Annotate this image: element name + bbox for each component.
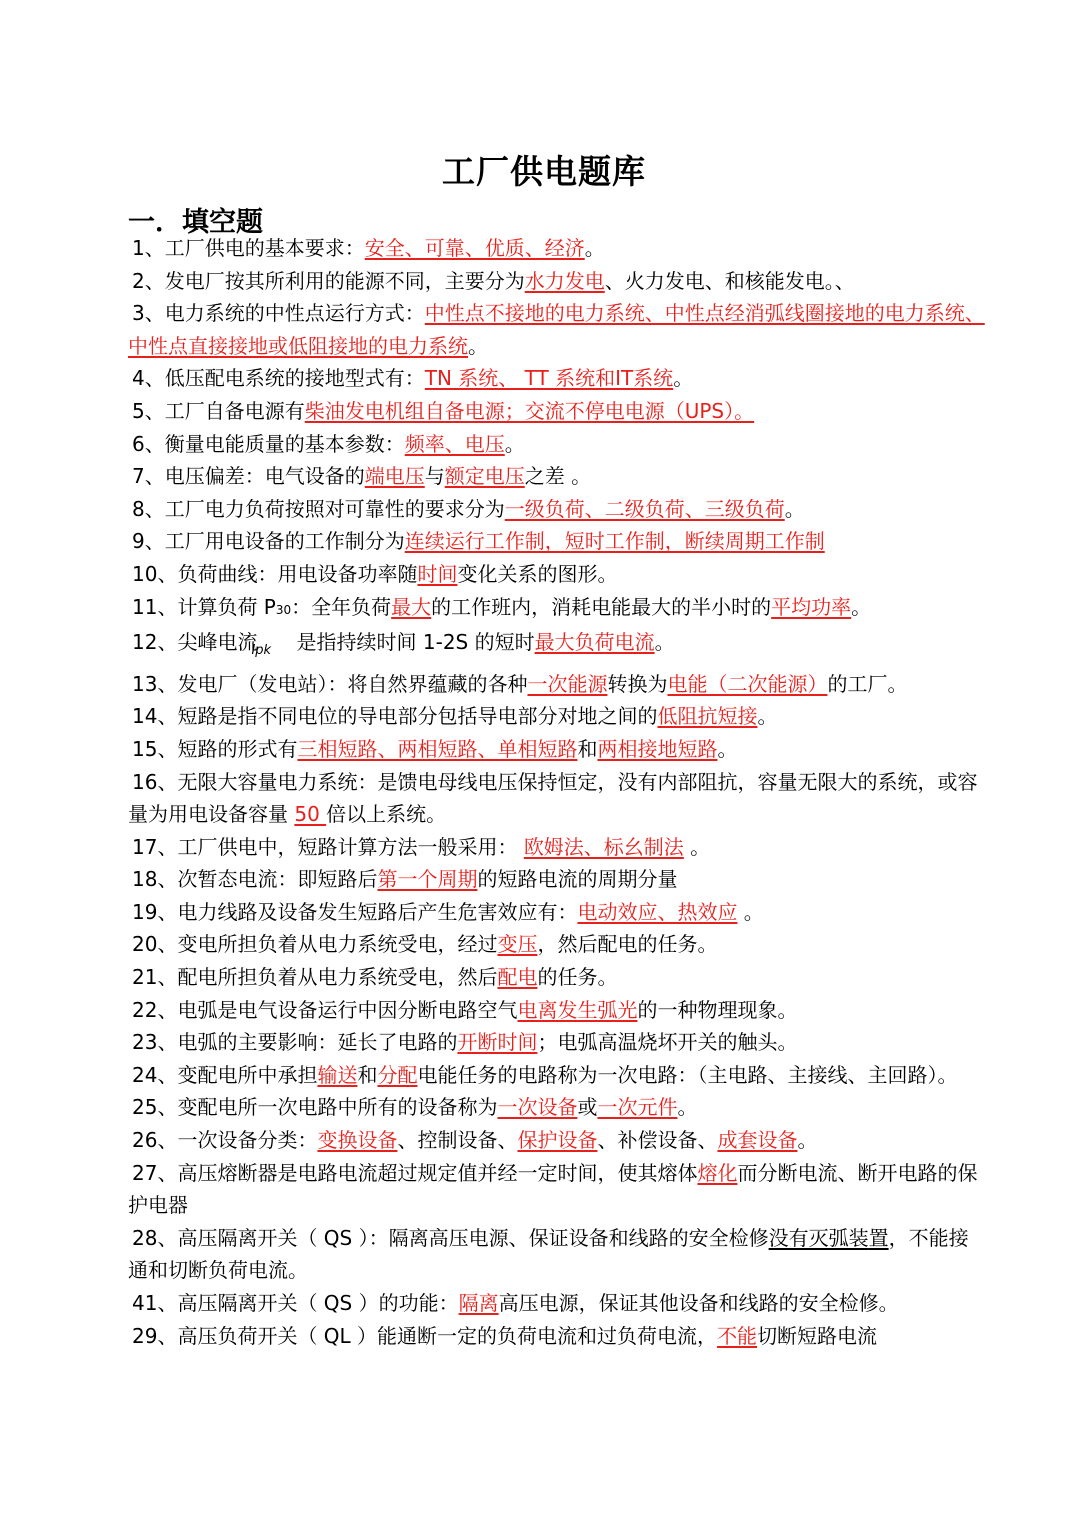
- question-1: 1、工厂供电的基本要求：安全、可靠、优质、经济。: [132, 236, 605, 260]
- answer: 变换设备: [317, 1128, 398, 1153]
- subscript: Ipk: [251, 643, 272, 659]
- answer: 三相短路、两相短路、单相短路: [297, 736, 578, 761]
- answer: 欧姆法、标幺制法: [523, 834, 684, 859]
- question-3: 3、电力系统的中性点运行方式：中性点不接地的电力系统、中性点经消弧线圈接地的电力系统、中性点直接接地或低阻接地的电力系统。: [128, 301, 985, 358]
- question-20: 20、变电所担负着从电力系统受电，经过变压，然后配电的任务。: [132, 932, 718, 957]
- answer: 电动效应、热效应: [577, 899, 738, 924]
- answer: 输送: [317, 1062, 358, 1087]
- question-15: 15、短路的形式有三相短路、两相短路、单相短路和两相接地短路。: [132, 736, 738, 761]
- question-27: 27、高压熔断器是电路电流超过规定值并经一定时间，使其熔体熔化而分断电流、断开电路的保护电器: [128, 1160, 978, 1218]
- question-22: 22、电弧是电气设备运行中因分断电路空气电离发生弧光的一种物理现象。: [132, 997, 798, 1022]
- question-28: 28、高压隔离开关（ QS ）：隔离高压电源、保证设备和线路的安全检修没有灭弧装置，不能接通和切断负荷电流。: [128, 1225, 969, 1283]
- question-13: 13、发电厂（发电站）：将自然界蕴藏的各种一次能源转换为电能（二次能源）的工厂。: [132, 671, 908, 696]
- underlined-text: 置: [868, 1225, 889, 1250]
- question-26: 26、一次设备分类：变换设备、控制设备、保护设备、补偿设备、成套设备。: [132, 1128, 818, 1153]
- answer: 开断时间: [457, 1030, 538, 1055]
- answer: 时间: [417, 561, 458, 586]
- answer: 最大负荷电流: [534, 630, 655, 655]
- underlined-text: 没有灭弧装: [768, 1225, 869, 1250]
- question-24: 24、变配电所中承担输送和分配电能任务的电路称为一次电路：（主电路、主接线、主回路）。: [132, 1062, 958, 1087]
- page-title: 工厂供电题库: [442, 152, 646, 191]
- answer: 一次能源: [527, 671, 608, 696]
- answer: 端电压: [364, 464, 425, 489]
- question-5: 5、工厂自备电源有柴油发电机组自备电源；交流不停电电源（UPS）。: [132, 398, 755, 423]
- question-25: 25、变配电所一次电路中所有的设备称为一次设备或一次元件。: [132, 1095, 698, 1120]
- answer: 频率、电压: [404, 431, 505, 456]
- question-19: 19、电力线路及设备发生短路后产生危害效应有：电动效应、热效应 。: [132, 899, 764, 924]
- question-10: 10、负荷曲线：用电设备功率随时间变化关系的图形。: [132, 561, 618, 586]
- section-heading: 一．填空题: [128, 207, 263, 238]
- question-8: 8、工厂电力负荷按照对可靠性的要求分为一级负荷、二级负荷、三级负荷。: [132, 496, 805, 521]
- question-12: 12、尖峰电流$_{Ipk}$ 是指持续时间 1-2S 的短时最大负荷电流。: [132, 630, 675, 659]
- answer: 最大: [391, 594, 432, 619]
- question-2: 2、发电厂按其所利用的能源不同，主要分为水力发电、火力发电、和核能发电。、: [132, 268, 855, 293]
- answer: 电离发生弧光: [517, 997, 638, 1022]
- question-23: 23、电弧的主要影响：延长了电路的开断时间；电弧高温烧坏开关的触头。: [132, 1030, 798, 1055]
- question-17: 17、工厂供电中，短路计算方法一般采用： 欧姆法、标幺制法 。: [132, 834, 711, 859]
- question-14: 14、短路是指不同电位的导电部分包括导电部分对地之间的低阻抗短接。: [132, 704, 778, 729]
- question-11: 11、计算负荷 P30：全年负荷最大的工作班内，消耗电能最大的半小时的平均功率。: [132, 594, 872, 619]
- answer: 熔化: [697, 1160, 738, 1185]
- answer: 低阻抗短接: [657, 704, 758, 729]
- answer: 隔离: [458, 1291, 499, 1315]
- answer: 50: [294, 802, 327, 827]
- question-7: 7、电压偏差：电气设备的端电压与额定电压之差 。: [132, 464, 592, 489]
- answer: 保护设备: [517, 1128, 598, 1153]
- question-9: 9、工厂用电设备的工作制分为连续运行工作制，短时工作制，断续周期工作制: [132, 529, 825, 554]
- answer: 不能: [717, 1323, 758, 1348]
- question-29: 29、高压负荷开关（ QL ）能通断一定的负荷电流和过负荷电流，不能切断短路电流: [132, 1323, 878, 1348]
- answer: 成套设备: [717, 1128, 798, 1153]
- answer: 柴油发电机组自备电源；交流不停电电源（UPS）。: [304, 398, 755, 423]
- question-list: [128, 232, 988, 1352]
- answer: 连续运行工作制，短时工作制，断续周期工作制: [404, 529, 825, 554]
- answer: 额定电压: [444, 464, 525, 489]
- answer: 安全、可靠、优质、经济: [364, 236, 585, 260]
- answer: 变压: [497, 932, 538, 957]
- answer: 中性点不接地的电力系统、中性点经消弧线圈接地的电力系统、中性点直接接地或低阻接地的电力系统: [128, 301, 985, 358]
- question-21: 21、配电所担负着从电力系统受电，然后配电的任务。: [132, 965, 618, 990]
- answer: 平均功率: [771, 594, 852, 619]
- question-6: 6、衡量电能质量的基本参数：频率、电压。: [132, 431, 525, 456]
- answer: 配电: [497, 965, 538, 990]
- answer: 水力发电: [524, 268, 605, 293]
- question-41: 41、高压隔离开关（ QS ）的功能：隔离高压电源，保证其他设备和线路的安全检修。: [132, 1291, 899, 1315]
- question-4: 4、低压配电系统的接地型式有：TN 系统、 TT 系统和IT系统。: [132, 366, 694, 391]
- answer: 电能（二次能源）: [667, 671, 828, 696]
- answer: 一次设备: [497, 1095, 578, 1120]
- answer: TN 系统、 TT 系统和IT系统: [424, 366, 674, 391]
- question-18: 18、次暂态电流：即短路后第一个周期的短路电流的周期分量: [132, 867, 678, 892]
- answer: 两相接地短路: [597, 736, 718, 761]
- answer: 一次元件: [597, 1095, 678, 1120]
- question-16: 16、无限大容量电力系统：是馈电母线电压保持恒定，没有内部阻抗，容量无限大的系统，或容量为用电设备容量 50 倍以上系统。: [128, 769, 978, 827]
- answer: 第一个周期: [377, 867, 478, 892]
- answer: 分配: [377, 1062, 418, 1087]
- subscript: 30: [275, 602, 292, 617]
- answer: 一级负荷、二级负荷、三级负荷: [504, 496, 785, 521]
